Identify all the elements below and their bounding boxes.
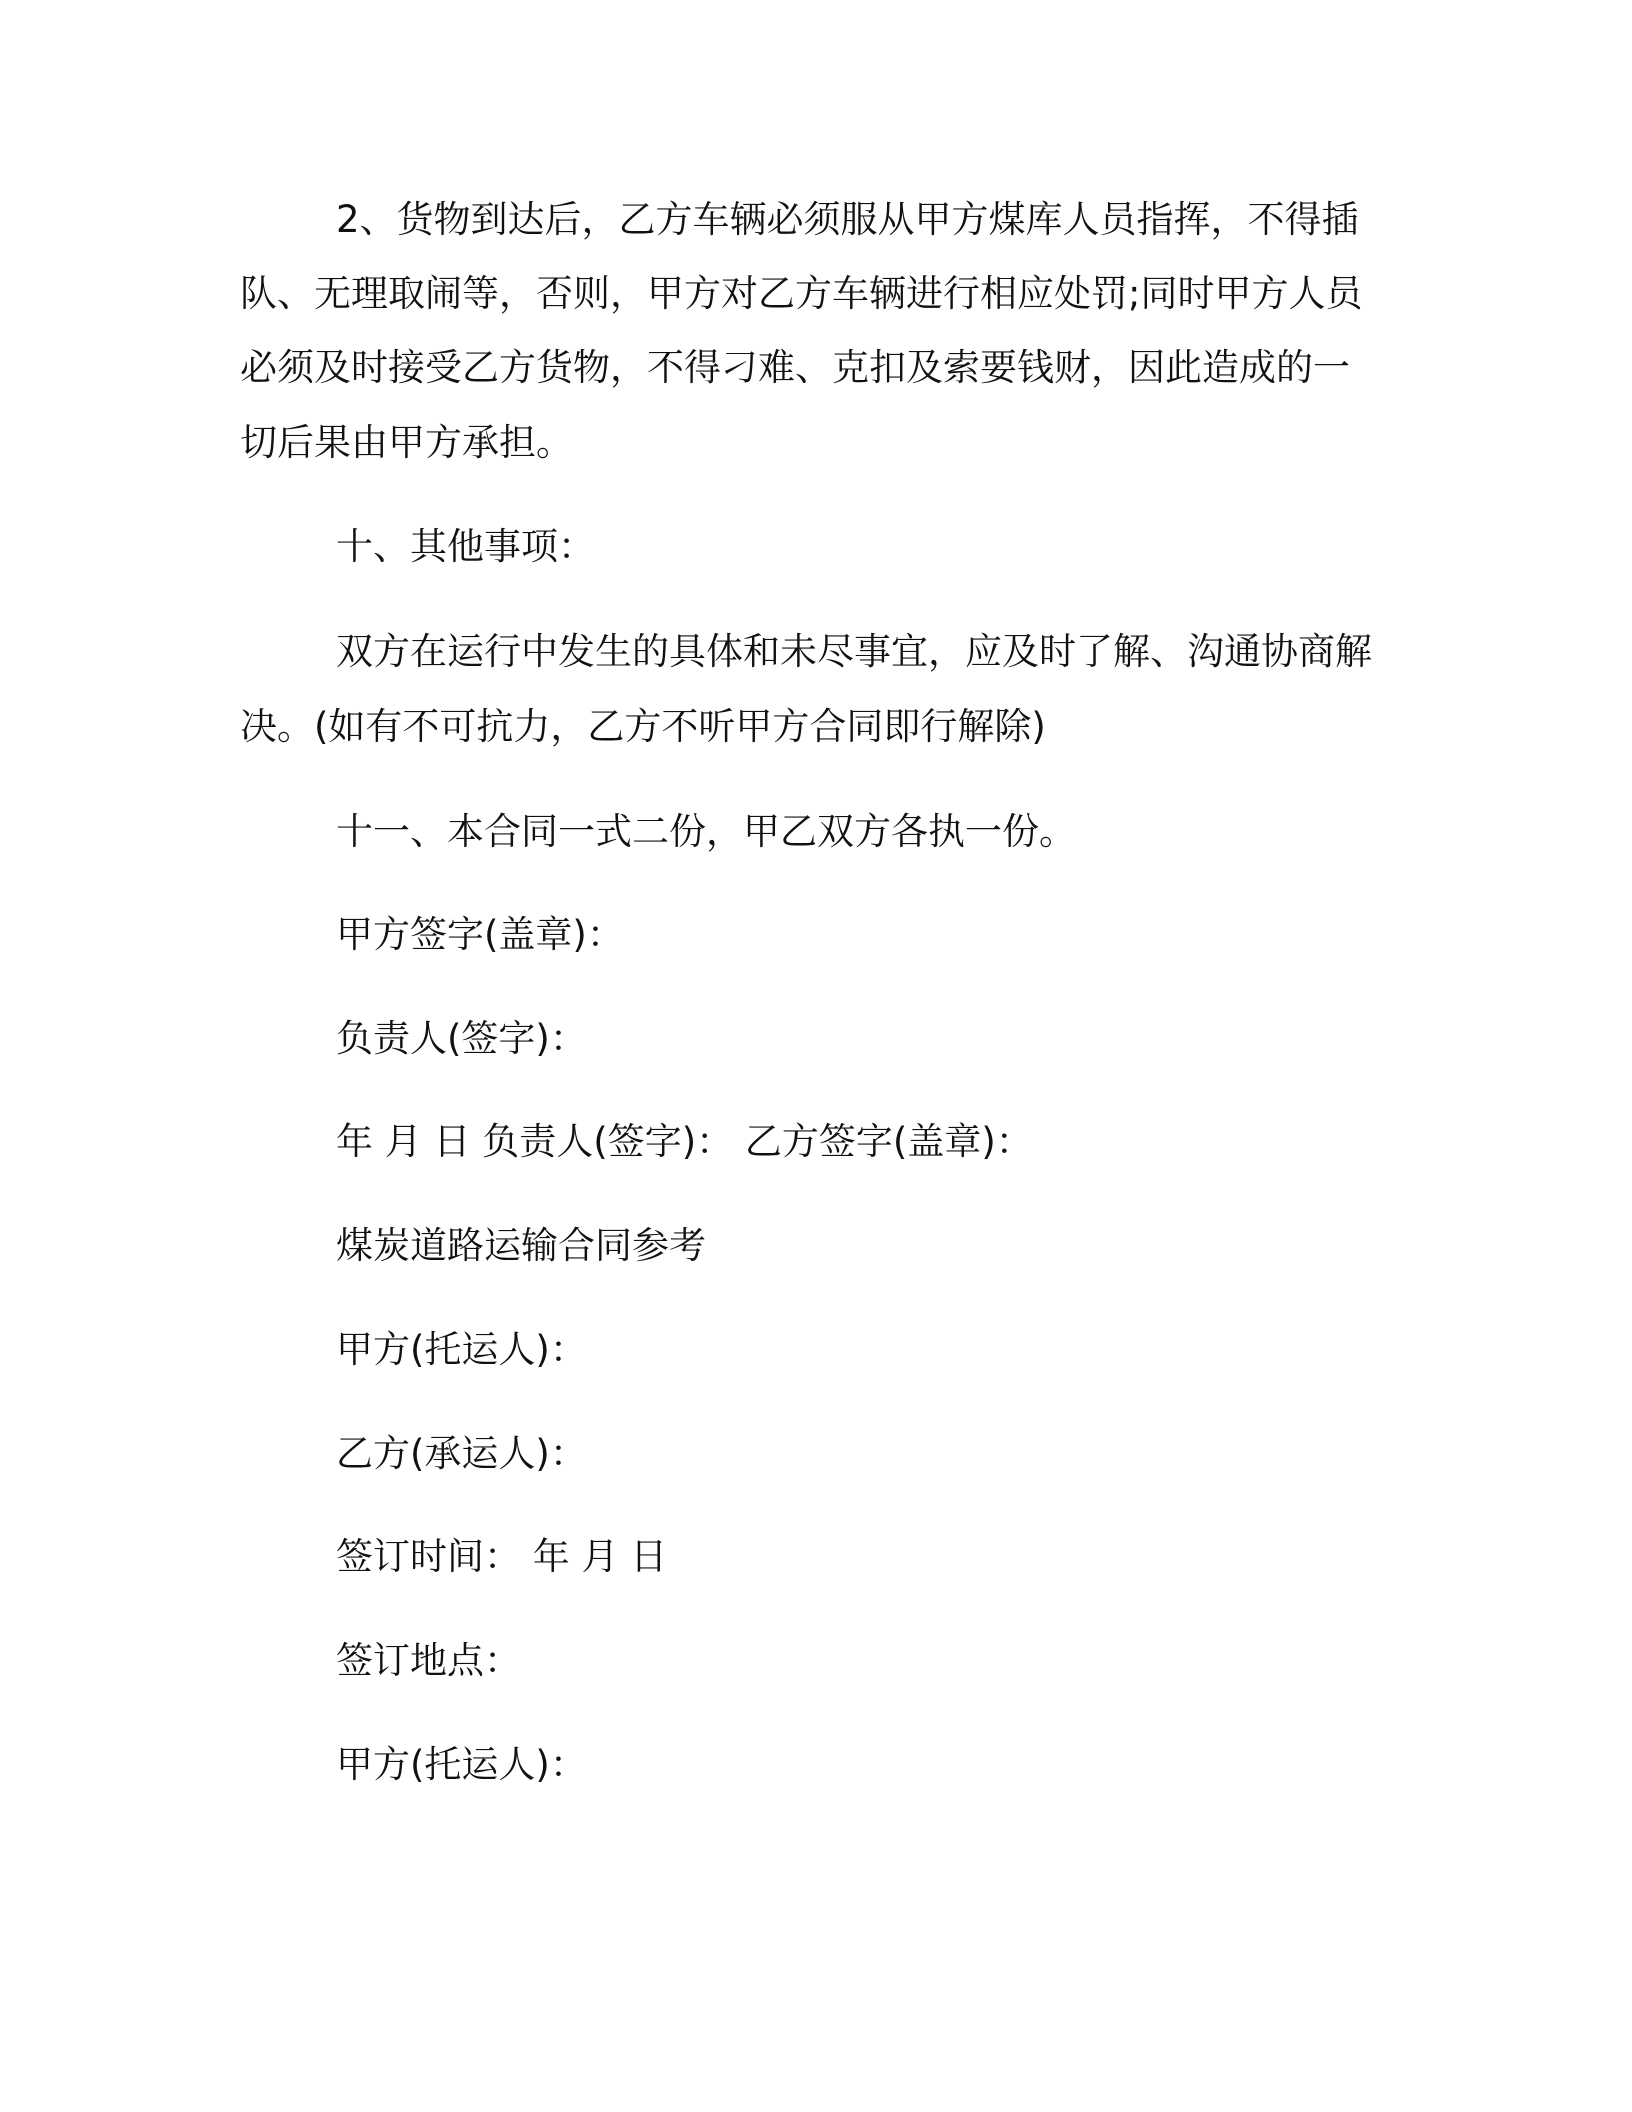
responsible-person: 负责人(签字)： bbox=[336, 1017, 587, 1060]
paragraph-1-line-4: 切后果由甲方承担。 bbox=[240, 421, 573, 464]
section-10-heading: 十、其他事项： bbox=[336, 525, 595, 568]
paragraph-2-line-1: 双方在运行中发生的具体和未尽事宜，应及时了解、沟通协商解 bbox=[336, 630, 1372, 673]
signing-time: 签订时间： 年 月 日 bbox=[336, 1535, 668, 1578]
paragraph-1-line-3: 必须及时接受乙方货物，不得刁难、克扣及索要钱财，因此造成的一 bbox=[240, 346, 1350, 389]
party-a-shipper: 甲方(托运人)： bbox=[336, 1328, 587, 1371]
date-line: 年 月 日 负责人(签字)： 乙方签字(盖章)： bbox=[336, 1120, 1033, 1163]
party-a-signature: 甲方签字(盖章)： bbox=[336, 913, 624, 956]
paragraph-2-line-2: 决。(如有不可抗力，乙方不听甲方合同即行解除) bbox=[240, 705, 1046, 748]
party-a-shipper-2: 甲方(托运人)： bbox=[336, 1743, 587, 1786]
reference-title: 煤炭道路运输合同参考 bbox=[336, 1224, 706, 1267]
signing-place: 签订地点： bbox=[336, 1639, 521, 1682]
section-11: 十一、本合同一式二份，甲乙双方各执一份。 bbox=[336, 810, 1076, 853]
paragraph-1-line-1: 2、货物到达后，乙方车辆必须服从甲方煤库人员指挥，不得插 bbox=[336, 198, 1359, 241]
party-b-carrier: 乙方(承运人)： bbox=[336, 1432, 587, 1475]
paragraph-1-line-2: 队、无理取闹等，否则，甲方对乙方车辆进行相应处罚;同时甲方人员 bbox=[240, 272, 1363, 315]
